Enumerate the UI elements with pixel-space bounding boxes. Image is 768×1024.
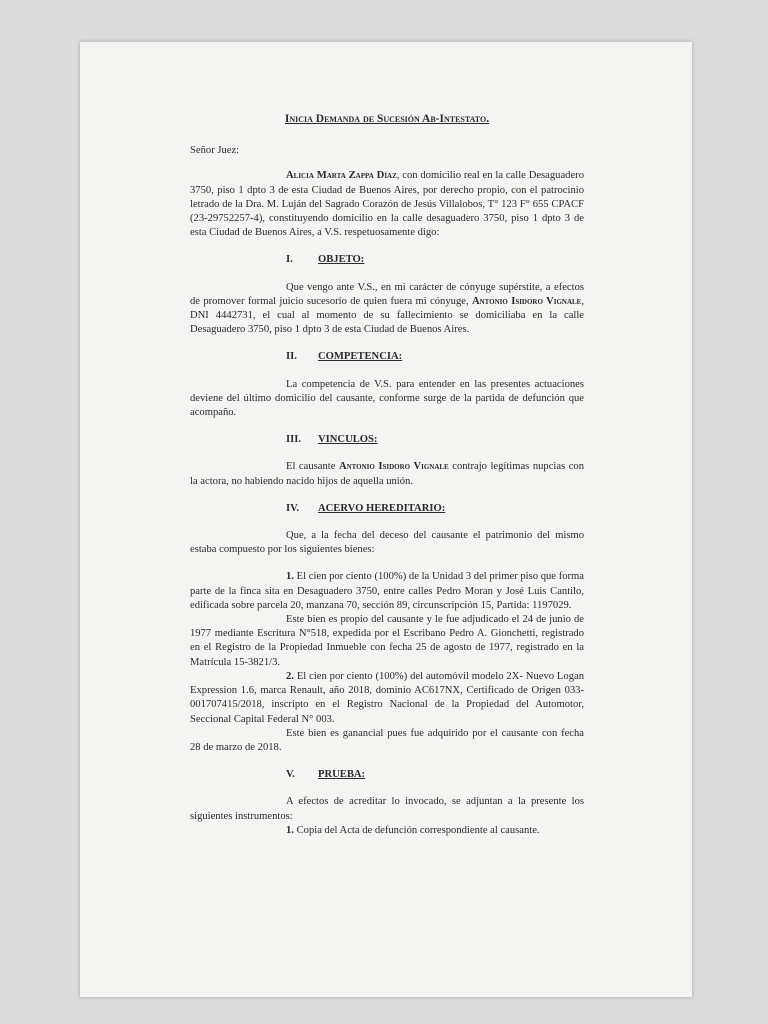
- asset-item-text: El cien por ciento (100%) de la Unidad 3 del primer piso que forma parte de la finca sita en Desaguadero 3750, entre calles Pedro Moran y José Luis Cantilo, edificada sobre parcela 20, manzana 70, sección 89, circunscripción 15, Partida: 1197029.: [190, 571, 584, 611]
- document-page: [80, 42, 692, 997]
- vinculos-text-a: El causante: [286, 461, 339, 473]
- plaintiff-name: Alicia Marta Zappa Díaz: [286, 170, 397, 182]
- section-label: OBJETO:: [318, 254, 365, 266]
- asset-item-1-note: Este bien es propio del causante y le fue adjudicado el 24 de junio de 1977 mediante Escritura N°518, expedida por el Escribano Pedro A. Gionchetti, registrado en el Registro de la Propiedad Inmueble con fecha 25 de agosto de 1977, registrado en la Matrícula 15-3821/3.: [190, 614, 584, 668]
- section-label: ACERVO HEREDITARIO:: [318, 502, 446, 514]
- section-acervo-heading: [190, 502, 584, 516]
- decedent-name: Antonio Isidoro Vignale: [471, 295, 582, 307]
- asset-item-2: [190, 670, 584, 727]
- section-objeto-heading: [190, 253, 584, 267]
- section-objeto-text: [190, 281, 584, 338]
- section-competencia-text: La competencia de V.S. para entender en las presentes actuaciones deviene del último domicilio del causante, conforme surge de la partida de defunción que acompaño.: [190, 378, 584, 419]
- section-number: V.: [286, 769, 295, 781]
- objeto-text-a: Que vengo ante V.S., en mi carácter de cónyuge supérstite, a efectos de promover formal juicio sucesorio de quien fuera mi cónyuge,: [190, 281, 584, 307]
- section-competencia-heading: [190, 350, 584, 364]
- asset-item-text: El cien por ciento (100%) del automóvil modelo 2X- Nuevo Logan Expression 1.6, marca Renault, año 2018, dominio AC617NX, Certificado de Origen 033-001707415/2018, inscripto en el Registro Nacional de la Propiedad del Automotor, Seccional Capital Federal N° 003.: [190, 670, 584, 725]
- evidence-item-number: 1.: [286, 824, 294, 836]
- section-vinculos-heading: [190, 433, 584, 447]
- section-prueba-text: A efectos de acreditar lo invocado, se adjuntan a la presente los siguientes instrumentos:: [190, 796, 584, 822]
- section-label: PRUEBA:: [318, 769, 366, 781]
- section-label: COMPETENCIA:: [318, 351, 403, 363]
- vinculos-text-b: contrajo legítimas nupcias con la actora, no habiendo nacido hijos de aquella unión.: [190, 461, 585, 487]
- evidence-item-1: [190, 824, 584, 838]
- greeting: Señor Juez:: [190, 145, 240, 157]
- section-vinculos-text: [190, 460, 584, 488]
- decedent-name: Antonio Isidoro Vignale: [338, 461, 449, 473]
- asset-item-1: [190, 570, 584, 613]
- document-title: Inicia Demanda de Sucesión Ab-Intestato.: [284, 113, 490, 125]
- asset-item-number: 2.: [286, 670, 294, 682]
- section-number: I.: [286, 254, 293, 266]
- section-label: VINCULOS:: [318, 434, 378, 446]
- evidence-item-text: Copia del Acta de defunción correspondiente al causante.: [293, 824, 540, 836]
- section-number: II.: [286, 351, 297, 363]
- asset-item-2-note: Este bien es ganancial pues fue adquirido por el causante con fecha 28 de marzo de 2018.: [190, 727, 584, 753]
- section-number: III.: [286, 434, 302, 446]
- section-prueba-heading: [190, 768, 584, 782]
- section-acervo-text: Que, a la fecha del deceso del causante el patrimonio del mismo estaba compuesto por los siguientes bienes:: [190, 530, 584, 556]
- section-number: IV.: [286, 502, 300, 514]
- objeto-text-b: , DNI 4442731, el cual al momento de su fallecimiento se domiciliaba en la calle Desaguadero 3750, piso 1 dpto 3 de esta Ciudad de Buenos Aires.: [190, 295, 584, 336]
- intro-paragraph: [190, 169, 584, 240]
- intro-text: , con domicilio real en la calle Desaguadero 3750, piso 1 dpto 3 de esta Ciudad de Buenos Aires, por derecho propio, con el patrocinio letrado de la Dra. M. Luján del Sagrado Corazón de Jesús Villalobos, T° 123 F° 655 CPACF (23-29752257-4), constituyendo domicilio en la calle desaguadero 3750, piso 1 dpto 3 de esta Ciudad de Buenos Aires, a V.S. respetuosamente digo:: [190, 170, 584, 239]
- document-body: [190, 112, 584, 838]
- asset-item-number: 1.: [286, 571, 294, 583]
